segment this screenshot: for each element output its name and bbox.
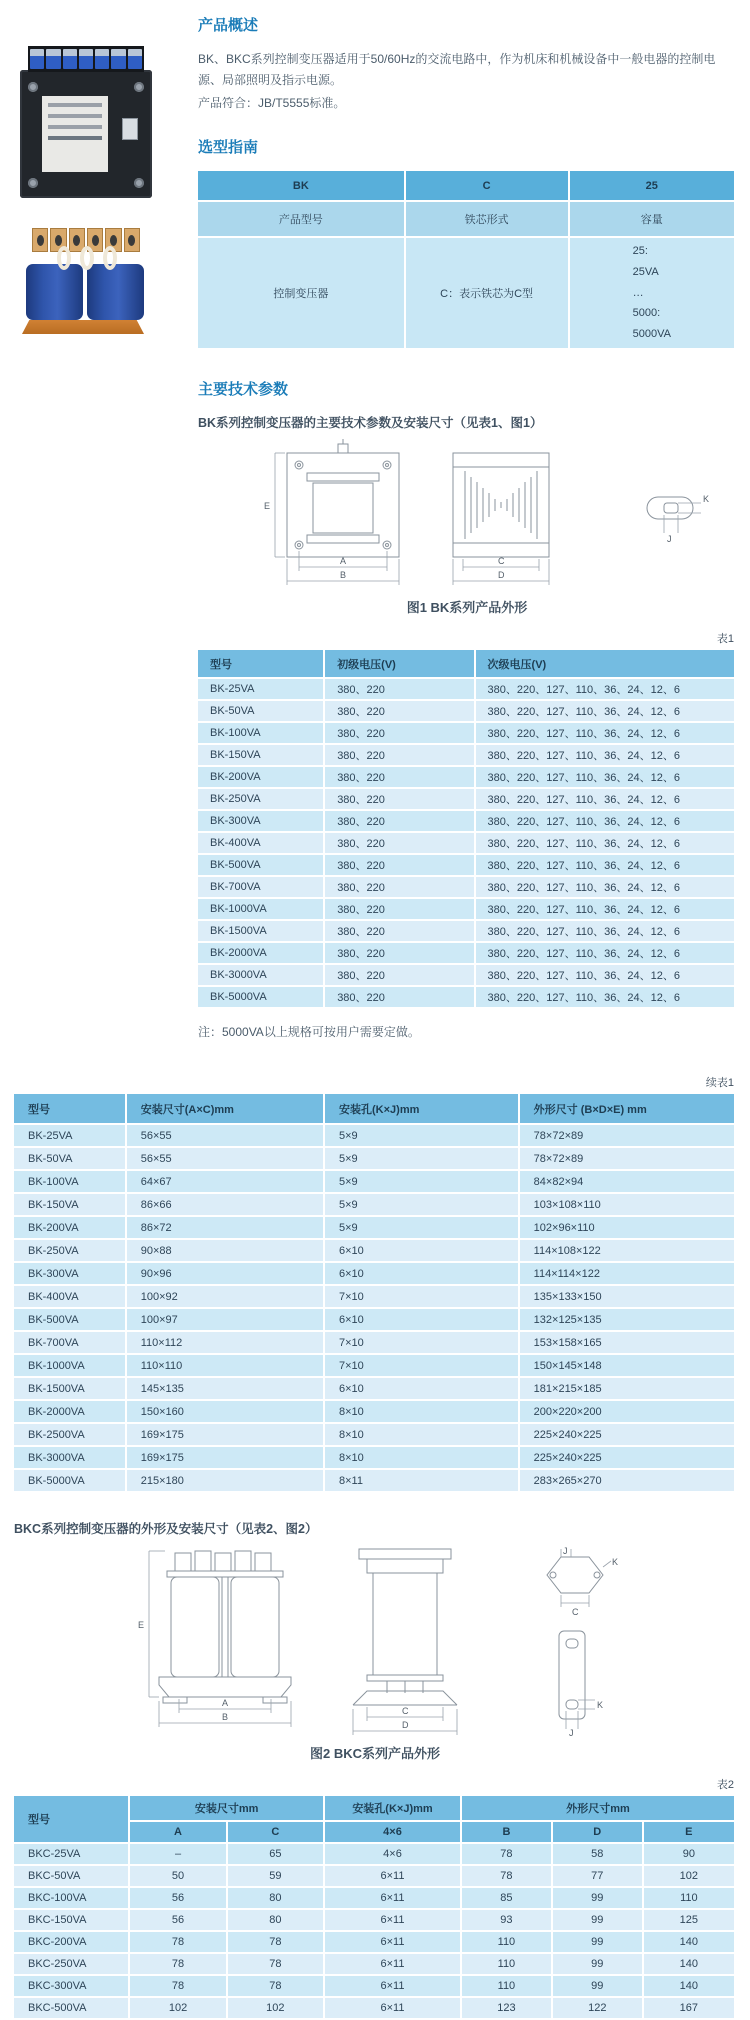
table1-tag: 表1 [716,633,734,645]
table-cell: BK-400VA [198,832,324,854]
table-cell: BK-100VA [198,722,324,744]
table-cell: 380、220、127、110、36、24、12、6 [475,920,735,942]
table-cell: BK-1000VA [14,1354,126,1377]
bk-voltage-table [198,650,736,1009]
table-cell: BK-250VA [14,1239,126,1262]
table-cell: BK-3000VA [14,1446,126,1469]
table-cell: 8×10 [324,1400,519,1423]
svg-text:E: E [264,501,271,511]
table-cell: 380、220 [324,898,474,920]
table-row [14,1469,735,1492]
table-cell: 99 [552,1953,643,1975]
table-cell: 100×97 [126,1308,324,1331]
table-cell: BKC-200VA [14,1931,129,1953]
bk-photo-side-terminal [122,118,138,140]
table-row [198,810,735,832]
table-cell: 56×55 [126,1124,324,1147]
table-cell: 86×72 [126,1216,324,1239]
table-cell: 5×9 [324,1193,519,1216]
table-cell: 6×10 [324,1262,519,1285]
table-row [198,744,735,766]
table-row [198,876,735,898]
code-c: C [405,171,569,201]
svg-text:K: K [612,1557,619,1567]
table-cell: 90×96 [126,1262,324,1285]
table-cell: 225×240×225 [519,1446,735,1469]
table-row [14,1124,735,1147]
table-cell: 5×9 [324,1124,519,1147]
table-cell: 102×96×110 [519,1216,735,1239]
subcol-c: C [227,1821,324,1843]
table-cell: 64×67 [126,1170,324,1193]
dimensions-section [0,1074,750,2020]
col-mounting-hole: 安装孔(K×J)mm [324,1094,519,1124]
table-cell: 59 [227,1865,324,1887]
screw-icon [28,82,38,92]
table-cell: 5×9 [324,1216,519,1239]
table-row [198,722,735,744]
col-mounting-size: 安装尺寸mm [129,1796,324,1821]
table-cell: 122 [552,1997,643,2019]
table-cell: 380、220 [324,810,474,832]
svg-text:C: C [402,1706,409,1716]
table-cell: 380、220 [324,766,474,788]
table-cell: 102 [129,1997,226,2019]
table-cell: 7×10 [324,1354,519,1377]
table-cell: 8×11 [324,1469,519,1492]
table-row [198,942,735,964]
table-cell: BK-50VA [198,700,324,722]
table-cell: 5×9 [324,1147,519,1170]
bk-photo-nameplate [42,96,108,172]
table-cell: BKC-25VA [14,1843,129,1865]
code-bk: BK [198,171,405,201]
desc-core: C：表示铁芯为C型 [405,237,569,349]
col-model: 型号 [198,650,324,678]
table-row [14,1887,735,1909]
table-cell: BK-700VA [198,876,324,898]
table-cell: BK-200VA [198,766,324,788]
table-cell: 50 [129,1865,226,1887]
bk-intro: BK系列控制变压器的主要技术参数及安装尺寸（见表1、图1） [198,416,543,430]
table-cell: 6×11 [324,1887,461,1909]
svg-text:D: D [498,570,505,580]
bkc-photo-base [22,320,144,334]
figure1-caption: 图1 BK系列产品外形 [406,600,528,615]
table-cell: BK-150VA [198,744,324,766]
table-cell: 380、220、127、110、36、24、12、6 [475,788,735,810]
table2-tag: 表2 [716,1779,734,1791]
subcol-4x6: 4×6 [324,1821,461,1843]
table-cell: BK-400VA [14,1285,126,1308]
table-row [14,1931,735,1953]
table-row [198,920,735,942]
table-cell: 102 [643,1865,735,1887]
table-cell: 56 [129,1887,226,1909]
table-row [14,1423,735,1446]
screw-icon [134,82,144,92]
table-cell: 380、220 [324,722,474,744]
table-cell: 78 [227,1931,324,1953]
svg-text:B: B [340,570,347,580]
table-row [198,766,735,788]
table-cell: 78 [129,1953,226,1975]
selection-label-row [198,201,735,237]
col-mounting-size: 安装尺寸(A×C)mm [126,1094,324,1124]
table1b-body [14,1124,735,1492]
table-cell: 93 [461,1909,552,1931]
table-cell: BK-50VA [14,1147,126,1170]
svg-text:E: E [138,1620,145,1630]
table-row [14,1354,735,1377]
table-cell: 84×82×94 [519,1170,735,1193]
table-row [198,854,735,876]
table-cell: BK-2000VA [14,1400,126,1423]
table-row [14,1147,735,1170]
table-row [14,1997,735,2019]
table-row [14,1446,735,1469]
table-cell: 7×10 [324,1285,519,1308]
table-cell: BK-700VA [14,1331,126,1354]
table-cell: 380、220、127、110、36、24、12、6 [475,766,735,788]
table-row [198,898,735,920]
table-cell: 110 [461,1931,552,1953]
svg-text:C: C [498,556,505,566]
table-cell: 380、220 [324,986,474,1008]
table-cell: 380、220、127、110、36、24、12、6 [475,964,735,986]
table-row [14,1170,735,1193]
table1b-tag: 续表1 [705,1077,734,1089]
table-cell: 380、220、127、110、36、24、12、6 [475,832,735,854]
table-cell: 77 [552,1865,643,1887]
table-cell: 380、220 [324,854,474,876]
table-cell: 114×114×122 [519,1262,735,1285]
table-row [14,1909,735,1931]
svg-text:C: C [572,1607,579,1617]
table-cell: BKC-150VA [14,1909,129,1931]
table-cell: 110 [461,1953,552,1975]
table-cell: 8×10 [324,1446,519,1469]
table-cell: 6×11 [324,1931,461,1953]
table-cell: 102 [227,1997,324,2019]
table-cell: 380、220、127、110、36、24、12、6 [475,876,735,898]
table-cell: BK-150VA [14,1193,126,1216]
subcol-e: E [643,1821,735,1843]
table-cell: BK-3000VA [198,964,324,986]
table-row [198,700,735,722]
col-secondary-voltage: 次级电压(V) [475,650,735,678]
table-row [198,788,735,810]
table-cell: 380、220 [324,964,474,986]
table-cell: 283×265×270 [519,1469,735,1492]
table-row [198,964,735,986]
table-row [198,832,735,854]
table-cell: 380、220 [324,788,474,810]
desc-model: 控制变压器 [198,237,405,349]
table-cell: 110 [461,1975,552,1997]
selection-table [198,171,736,350]
svg-text:B: B [222,1712,229,1722]
figure2-drawing [115,1545,635,1737]
table-cell: 132×125×135 [519,1308,735,1331]
selection-title: 选型指南 [198,139,259,156]
bkc-intro: BKC系列控制变压器的外形及安装尺寸（见表2、图2） [14,1522,318,1536]
col-mounting-hole: 安装孔(K×J)mm [324,1796,461,1821]
svg-text:J: J [569,1728,574,1737]
table-cell: BKC-50VA [14,1865,129,1887]
table1-body [198,678,735,1008]
table-cell: BK-2000VA [198,942,324,964]
table-cell: 150×160 [126,1400,324,1423]
subcol-b: B [461,1821,552,1843]
bkc-photo-coils [26,264,144,320]
screw-icon [134,178,144,188]
table-cell: 90×88 [126,1239,324,1262]
table-cell: – [129,1843,226,1865]
table-cell: BK-25VA [198,678,324,700]
table-cell: BKC-100VA [14,1887,129,1909]
table-cell: 380、220 [324,942,474,964]
overview-text: BK、BKC系列控制变压器适用于50/60Hz的交流电路中，作为机床和机械设备中一般电器的控制电源、局部照明及指示电源。 [198,52,716,87]
table-cell: 90 [643,1843,735,1865]
table-row [198,678,735,700]
table-cell: 110×110 [126,1354,324,1377]
table-cell: 140 [643,1931,735,1953]
table-cell: 380、220、127、110、36、24、12、6 [475,678,735,700]
table-cell: 6×10 [324,1377,519,1400]
table-cell: 6×11 [324,1997,461,2019]
table-cell: 380、220 [324,920,474,942]
subcol-a: A [129,1821,226,1843]
bkc-transformer-photo [22,228,144,334]
svg-text:D: D [402,1720,409,1730]
table-cell: 200×220×200 [519,1400,735,1423]
table-row [14,1953,735,1975]
table-row [14,1216,735,1239]
table-cell: 215×180 [126,1469,324,1492]
table-cell: 6×11 [324,1909,461,1931]
table-row [14,1262,735,1285]
table-cell: 78 [129,1975,226,1997]
table-cell: 4×6 [324,1843,461,1865]
subcol-d: D [552,1821,643,1843]
table-cell: 380、220、127、110、36、24、12、6 [475,942,735,964]
table-cell: 56 [129,1909,226,1931]
table-cell: BK-300VA [198,810,324,832]
table-cell: 65 [227,1843,324,1865]
table-row [14,1975,735,1997]
table-cell: 380、220、127、110、36、24、12、6 [475,986,735,1008]
screw-icon [28,178,38,188]
label-capacity: 容量 [569,201,735,237]
svg-text:K: K [597,1700,604,1710]
table-cell: 58 [552,1843,643,1865]
table-cell: BK-2500VA [14,1423,126,1446]
table-cell: 380、220、127、110、36、24、12、6 [475,744,735,766]
table-row [14,1865,735,1887]
bk-photo-body [20,70,152,198]
table-cell: 78 [461,1865,552,1887]
bk-photo-terminals [28,46,144,72]
table-cell: 181×215×185 [519,1377,735,1400]
table-cell: 8×10 [324,1423,519,1446]
table-row [14,1843,735,1865]
svg-text:K: K [703,494,710,504]
table-cell: 380、220 [324,700,474,722]
table-cell: 380、220、127、110、36、24、12、6 [475,898,735,920]
table-cell: 78 [129,1931,226,1953]
table-cell: 80 [227,1887,324,1909]
table-cell: 6×11 [324,1975,461,1997]
col-model: 型号 [14,1094,126,1124]
table-cell: 135×133×150 [519,1285,735,1308]
label-core: 铁芯形式 [405,201,569,237]
table-cell: 380、220 [324,876,474,898]
figure2-caption: 图2 BKC系列产品外形 [309,1746,440,1761]
table-cell: 169×175 [126,1423,324,1446]
bk-transformer-photo [20,46,152,198]
table-cell: 99 [552,1887,643,1909]
table-cell: 167 [643,1997,735,2019]
svg-text:A: A [340,556,347,566]
table-cell: 380、220 [324,678,474,700]
table-cell: 140 [643,1975,735,1997]
content-column [198,12,738,1040]
selection-desc-row [198,237,735,349]
table-cell: BK-300VA [14,1262,126,1285]
code-25: 25 [569,171,735,201]
table-cell: BKC-300VA [14,1975,129,1997]
table-row [14,1308,735,1331]
table-cell: 78 [461,1843,552,1865]
table-cell: 380、220 [324,744,474,766]
table-cell: 153×158×165 [519,1331,735,1354]
table-cell: 86×66 [126,1193,324,1216]
table-cell: 114×108×122 [519,1239,735,1262]
table-row [14,1331,735,1354]
svg-text:A: A [222,1698,229,1708]
table-cell: 5×9 [324,1170,519,1193]
table-cell: 100×92 [126,1285,324,1308]
table-cell: BK-1000VA [198,898,324,920]
bk-dimensions-table [14,1094,736,1493]
table-cell: 140 [643,1953,735,1975]
table-cell: BK-500VA [198,854,324,876]
table-cell: 99 [552,1931,643,1953]
table-cell: BK-250VA [198,788,324,810]
table-cell: 125 [643,1909,735,1931]
table-cell: 6×10 [324,1308,519,1331]
table-cell: 78×72×89 [519,1124,735,1147]
table-cell: 6×11 [324,1953,461,1975]
overview-standard: 产品符合：JB/T5555标准。 [198,96,346,110]
bkc-dimensions-table [14,1796,736,2020]
table-cell: BK-1500VA [198,920,324,942]
col-primary-voltage: 初级电压(V) [324,650,474,678]
table-cell: 6×11 [324,1865,461,1887]
table-cell: 85 [461,1887,552,1909]
table-cell: 110 [643,1887,735,1909]
bkc-photo-wires [40,246,134,272]
table-header-row [14,1094,735,1124]
table-cell: 80 [227,1909,324,1931]
col-outline-size: 外形尺寸 (B×D×E) mm [519,1094,735,1124]
table-cell: 6×10 [324,1239,519,1262]
custom-order-note: 注：5000VA以上规格可按用户需要定做。 [198,1025,420,1039]
table-row [14,1377,735,1400]
table-cell: 110×112 [126,1331,324,1354]
table-cell: 380、220、127、110、36、24、12、6 [475,700,735,722]
table-row [14,1193,735,1216]
table-cell: BK-5000VA [14,1469,126,1492]
product-photos-column [16,12,198,1040]
col-outline-size: 外形尺寸mm [461,1796,735,1821]
table-row [14,1400,735,1423]
table-cell: 78 [227,1975,324,1997]
selection-code-row [198,171,735,201]
table-cell: BKC-250VA [14,1953,129,1975]
table-row [14,1285,735,1308]
table-cell: 380、220 [324,832,474,854]
table-cell: 99 [552,1975,643,1997]
table-cell: 225×240×225 [519,1423,735,1446]
table-header-row [14,1796,735,1821]
capacity-range: 25: 25VA … 5000: 5000VA [632,244,671,341]
table2-body [14,1843,735,2019]
table-cell: 169×175 [126,1446,324,1469]
table-cell: 380、220、127、110、36、24、12、6 [475,854,735,876]
table-cell: 7×10 [324,1331,519,1354]
svg-text:J: J [563,1546,568,1556]
table-cell: BK-200VA [14,1216,126,1239]
table-cell: BK-1500VA [14,1377,126,1400]
overview-title: 产品概述 [198,17,259,34]
tech-title: 主要技术参数 [198,381,289,398]
table-cell: 78×72×89 [519,1147,735,1170]
table-cell: 145×135 [126,1377,324,1400]
table-cell: BK-5000VA [198,986,324,1008]
table-cell: 150×145×148 [519,1354,735,1377]
col-model: 型号 [14,1796,129,1843]
label-model: 产品型号 [198,201,405,237]
table-cell: 103×108×110 [519,1193,735,1216]
table-row [14,1239,735,1262]
table-cell: 99 [552,1909,643,1931]
table-cell: BK-100VA [14,1170,126,1193]
table-cell: BK-25VA [14,1124,126,1147]
table-cell: BKC-500VA [14,1997,129,2019]
svg-text:J: J [667,534,672,544]
table-cell: 380、220、127、110、36、24、12、6 [475,722,735,744]
table-cell: 123 [461,1997,552,2019]
table-cell: 56×55 [126,1147,324,1170]
figure1-drawing [217,439,717,591]
table-row [198,986,735,1008]
desc-capacity [569,237,735,349]
table-header-row [198,650,735,678]
table-cell: 380、220、127、110、36、24、12、6 [475,810,735,832]
table-cell: BK-500VA [14,1308,126,1331]
table-cell: 78 [227,1953,324,1975]
